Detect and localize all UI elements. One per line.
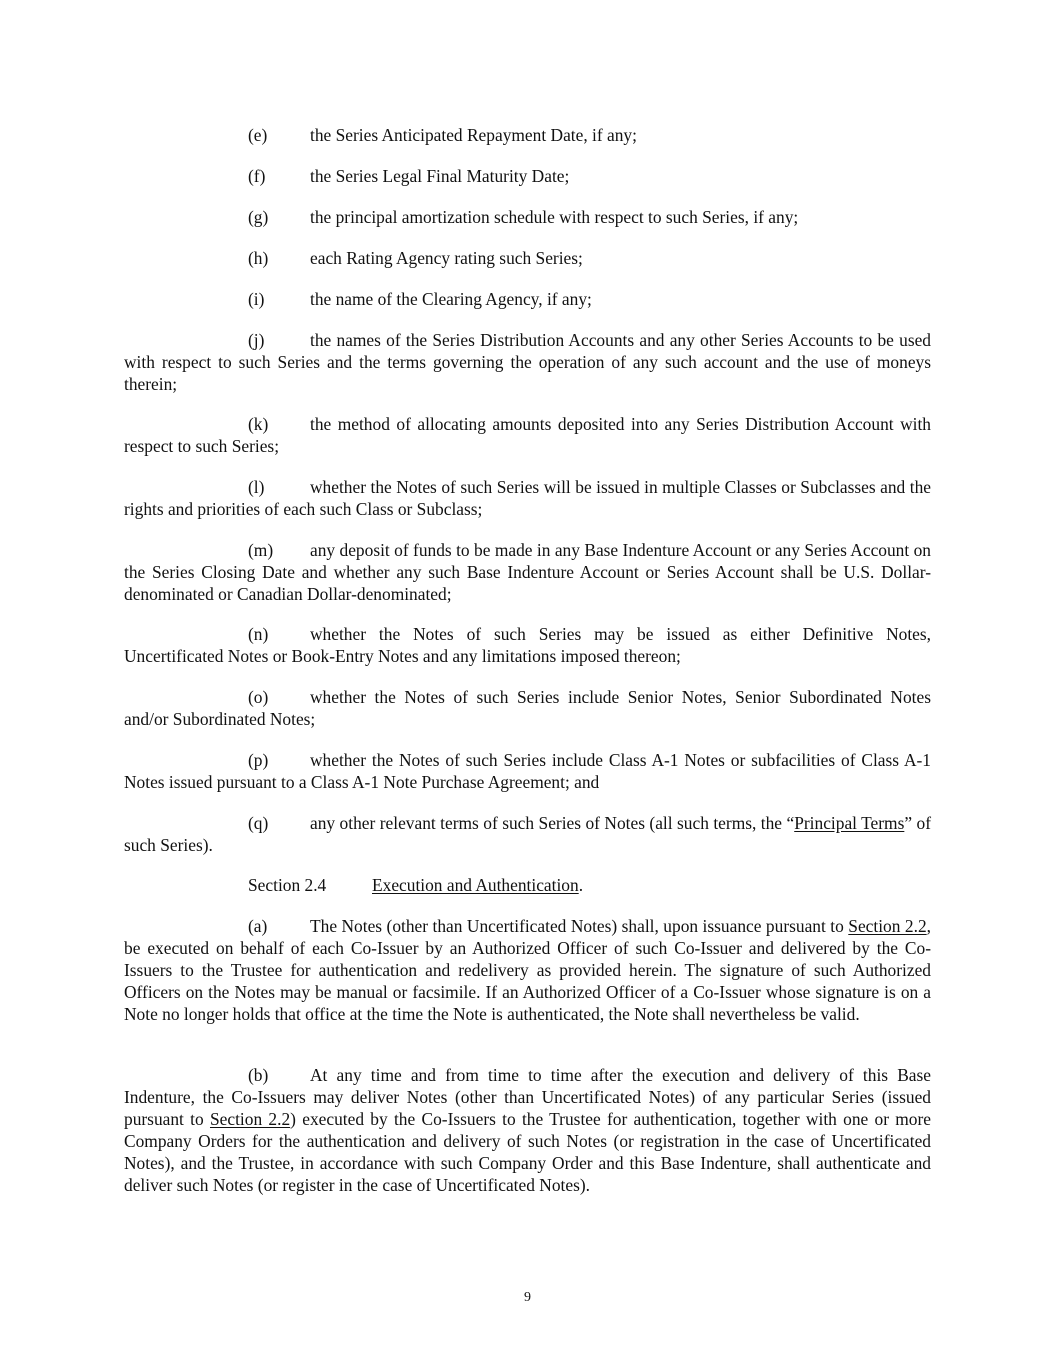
item-text: the names of the Series Distribution Accounts and any other Series Accounts to be used with respect to such Series and the terms governing the operation of any such account and the use of moneys therein; [124,330,931,394]
item-label: (n) [248,624,269,644]
item-text: whether the Notes of such Series include Senior Notes, Senior Subordinated Notes and/or Subordinated Notes; [124,687,931,729]
list-item-e [248,124,931,146]
item-text: the principal amortization schedule with respect to such Series, if any; [310,207,799,227]
item-text-before: any other relevant terms of such Series of Notes (all such terms, the “ [310,813,795,833]
list-item-g [248,206,931,228]
list-item-o [124,686,931,730]
item-text: the Series Legal Final Maturity Date; [310,166,570,186]
list-item-k [124,413,931,457]
list-item-n [124,623,931,667]
item-text: the Series Anticipated Repayment Date, if any; [310,125,637,145]
paragraph-label: (b) [248,1065,269,1085]
section-number: Section 2.4 [248,875,327,895]
item-label: (l) [248,477,265,497]
paragraph-text-after: , be executed on behalf of each Co-Issuer by an Authorized Officer of such Co-Issuer and delivered by the Co-Issuers to the Trustee for authentication and redelivery as provided herein. The signature of such Authorized Officers on the Notes may be manual or facsimile. If an Authorized Officer of a Co-Issuer whose signature is on a Note no longer holds that office at the time the Note is authenticated, the Note shall nevertheless be valid. [124,916,932,1024]
list-item-j [124,329,931,395]
item-text: the method of allocating amounts deposited into any Series Distribution Account with respect to such Series; [124,414,931,456]
paragraph-text-after: ) executed by the Co-Issuers to the Trustee for authentication, together with one or more Company Orders for the authentication and delivery of such Notes (or registration in the case of Uncertificated Notes), and the Trustee, in accordance with such Company Order and this Base Indenture, shall authenticate and deliver such Notes (or register in the case of Uncertificated Notes). [124,1109,932,1195]
item-text-after: ” of such Series). [124,813,931,855]
cross-reference-link: Section 2.2 [848,916,927,936]
section-title: Execution and Authentication [372,875,579,895]
paragraph-text-before: At any time and from time to time after the execution and delivery of this Base Indenture, the Co-Issuers may deliver Notes (other than Uncertificated Notes) of any particular Series (issued pursuant to [124,1065,931,1129]
defined-term-principal-terms: Principal Terms [794,813,905,833]
item-text: whether the Notes of such Series include Class A-1 Notes or subfacilities of Class A-1 Notes issued pursuant to a Class A-1 Note Purchase Agreement; and [124,750,931,792]
item-label: (k) [248,414,269,434]
section-title-suffix: . [578,875,584,895]
item-label: (q) [248,813,269,833]
item-text: the name of the Clearing Agency, if any; [310,289,592,309]
item-label: (i) [248,289,265,309]
item-label: (h) [248,248,269,268]
item-text: each Rating Agency rating such Series; [310,248,583,268]
item-label: (j) [248,330,265,350]
list-item-l [124,476,931,520]
page-number: 9 [524,1290,531,1305]
list-item-h [248,247,931,269]
paragraph-text-before: The Notes (other than Uncertificated Notes) shall, upon issuance pursuant to [310,916,849,936]
cross-reference-link: Section 2.2 [209,1109,291,1129]
item-label: (o) [248,687,269,707]
item-label: (e) [248,125,268,145]
section-heading [248,874,931,896]
list-item-p [124,749,931,793]
list-item-f [248,165,931,187]
paragraph-b [124,1064,931,1196]
list-item-m [124,539,931,605]
paragraph-a [124,915,931,1025]
item-text: any deposit of funds to be made in any Base Indenture Account or any Series Account on the Series Closing Date and whether any such Base Indenture Account or Series Account shall be U.S. Dollar-denominated or Canadian Dollar-denominated; [124,540,931,604]
item-label: (f) [248,166,266,186]
item-label: (m) [248,540,274,560]
list-item-i [248,288,931,310]
list-item-q [124,812,931,856]
item-text: whether the Notes of such Series will be issued in multiple Classes or Subclasses and the rights and priorities of each such Class or Subclass; [124,477,931,519]
item-text: whether the Notes of such Series may be issued as either Definitive Notes, Uncertificated Notes or Book-Entry Notes and any limitations imposed thereon; [124,624,931,666]
paragraph-label: (a) [248,916,268,936]
item-label: (p) [248,750,269,770]
item-label: (g) [248,207,269,227]
